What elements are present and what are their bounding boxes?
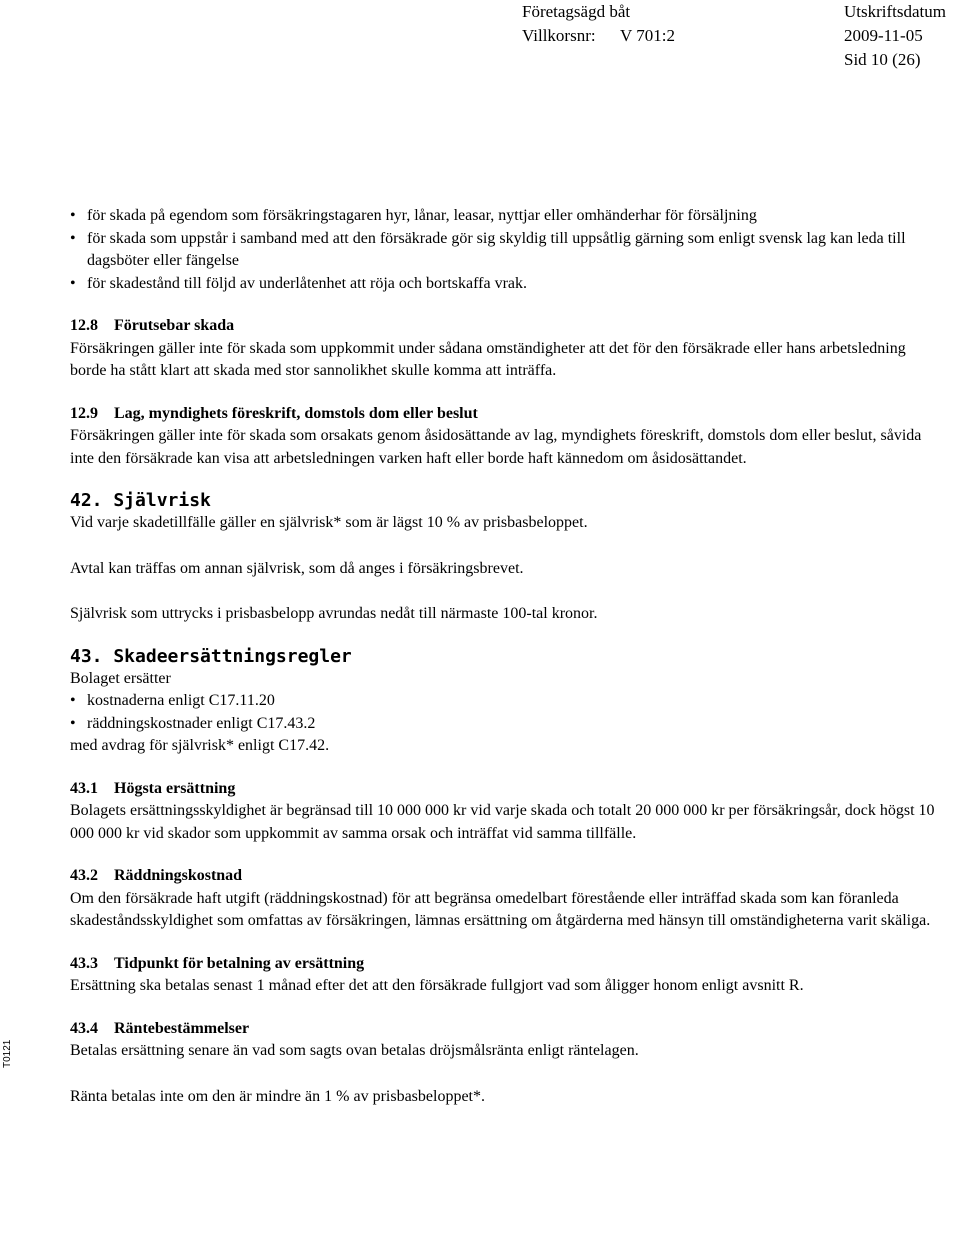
section-heading: 42. Självrisk bbox=[70, 490, 211, 511]
section-heading: Förutsebar skada bbox=[114, 317, 235, 334]
section-text: Ränta betalas inte om den är mindre än 1 % av prisbasbeloppet*. bbox=[70, 1087, 485, 1105]
section-heading: Högsta ersättning bbox=[114, 779, 236, 797]
section-text: med avdrag för självrisk* enligt C17.42. bbox=[70, 737, 330, 754]
list-item: • för skadestånd till följd av underlåtenhet att röja och bortskaffa vrak. bbox=[70, 273, 940, 296]
section-text: Om den försäkrade haft utgift (räddningskostnad) för att begränsa omedelbart förestående eller inträffad skada som kan föranleda skadeståndsskyldighet som omfattas av försäkringen, lämnas ersättning om åtgärderna med hänsyn till omständigheterna varit skäliga. bbox=[70, 889, 931, 929]
section-43-1 bbox=[70, 778, 940, 846]
section-text: Avtal kan träffas om annan självrisk, som då anges i försäkringsbrevet. bbox=[70, 559, 524, 577]
print-date-value: 2009-11-05 bbox=[844, 26, 923, 45]
section-title bbox=[70, 865, 940, 888]
section-heading: 43. Skadeersättningsregler bbox=[70, 645, 352, 667]
section-text: Vid varje skadetillfälle gäller en självrisk* som är lägst 10 % av prisbasbeloppet. bbox=[70, 514, 588, 531]
section-heading: Lag, myndighets föreskrift, domstols dom eller beslut bbox=[114, 404, 478, 422]
print-date-label: Utskriftsdatum bbox=[844, 2, 946, 21]
section-number: 12.9 bbox=[70, 404, 98, 422]
section-12-9 bbox=[70, 403, 940, 471]
section-title bbox=[70, 953, 940, 976]
list-item: • för skada som uppstår i samband med att den försäkrade gör sig skyldig till uppsåtlig gärning som enligt svensk lag kan leda till dagsböter eller fängelse bbox=[70, 228, 940, 273]
section-title bbox=[70, 403, 940, 426]
list-item: • räddningskostnader enligt C17.43.2 bbox=[70, 713, 940, 736]
section-text: Försäkringen gäller inte för skada som orsakats genom åsidosättande av lag, myndighets föreskrift, domstols dom eller beslut, såvida inte den försäkrade kan visa att arbetsledningen varken haft eller borde haft kännedom om åsidosättandet. bbox=[70, 427, 922, 467]
section-43-4 bbox=[70, 1018, 940, 1109]
section-heading: Räddningskostnad bbox=[114, 867, 243, 884]
section-number: 43.4 bbox=[70, 1019, 98, 1037]
section-43-2 bbox=[70, 865, 940, 933]
terms-label: Villkorsnr: bbox=[522, 26, 596, 45]
section-text: Självrisk som uttrycks i prisbasbelopp avrundas nedåt till närmaste 100-tal kronor. bbox=[70, 605, 598, 622]
exclusion-list bbox=[70, 205, 940, 295]
section-number: 43.3 bbox=[70, 954, 98, 972]
section-number: 43.1 bbox=[70, 779, 98, 797]
section-43 bbox=[70, 646, 940, 758]
section-text: Ersättning ska betalas senast 1 månad efter det att den försäkrade fullgjort vad som åligger honom enligt avsnitt R. bbox=[70, 977, 804, 994]
document-code: T0121 bbox=[2, 1039, 13, 1068]
compensation-list bbox=[70, 690, 940, 735]
section-heading: Tidpunkt för betalning av ersättning bbox=[114, 954, 365, 972]
section-number: 43.2 bbox=[70, 867, 98, 884]
section-title bbox=[70, 778, 940, 801]
document-body bbox=[70, 205, 940, 1108]
list-item: • för skada på egendom som försäkringstagaren hyr, lånar, leasar, nyttjar eller omhänderhar för försäljning bbox=[70, 205, 940, 228]
section-title bbox=[70, 1018, 940, 1041]
section-number: 12.8 bbox=[70, 317, 98, 334]
section-text: Bolagets ersättningsskyldighet är begränsad till 10 000 000 kr vid varje skada och totalt 20 000 000 kr per försäkringsår, dock högst 10 000 000 kr vid skador som uppkommit av samma orsak och inträffat vid samma tillfälle. bbox=[70, 802, 935, 842]
section-43-3 bbox=[70, 953, 940, 998]
terms-value: V 701:2 bbox=[620, 26, 675, 45]
section-text: Försäkringen gäller inte för skada som uppkommit under sådana omständigheter att det för den försäkrade eller hans arbetsledning borde ha stått klart att skada med stor sannolikhet skulle komma att inträffa. bbox=[70, 339, 906, 379]
company-label: Företagsägd båt bbox=[522, 2, 631, 21]
section-12-8 bbox=[70, 315, 940, 383]
section-title bbox=[70, 315, 940, 338]
section-42 bbox=[70, 490, 940, 626]
section-heading: Räntebestämmelser bbox=[114, 1019, 250, 1037]
section-text: Bolaget ersätter bbox=[70, 669, 171, 687]
list-item: • kostnaderna enligt C17.11.20 bbox=[70, 690, 940, 713]
section-text: Betalas ersättning senare än vad som sagts ovan betalas dröjsmålsränta enligt räntelagen. bbox=[70, 1042, 639, 1059]
page-number: Sid 10 (26) bbox=[844, 50, 921, 69]
